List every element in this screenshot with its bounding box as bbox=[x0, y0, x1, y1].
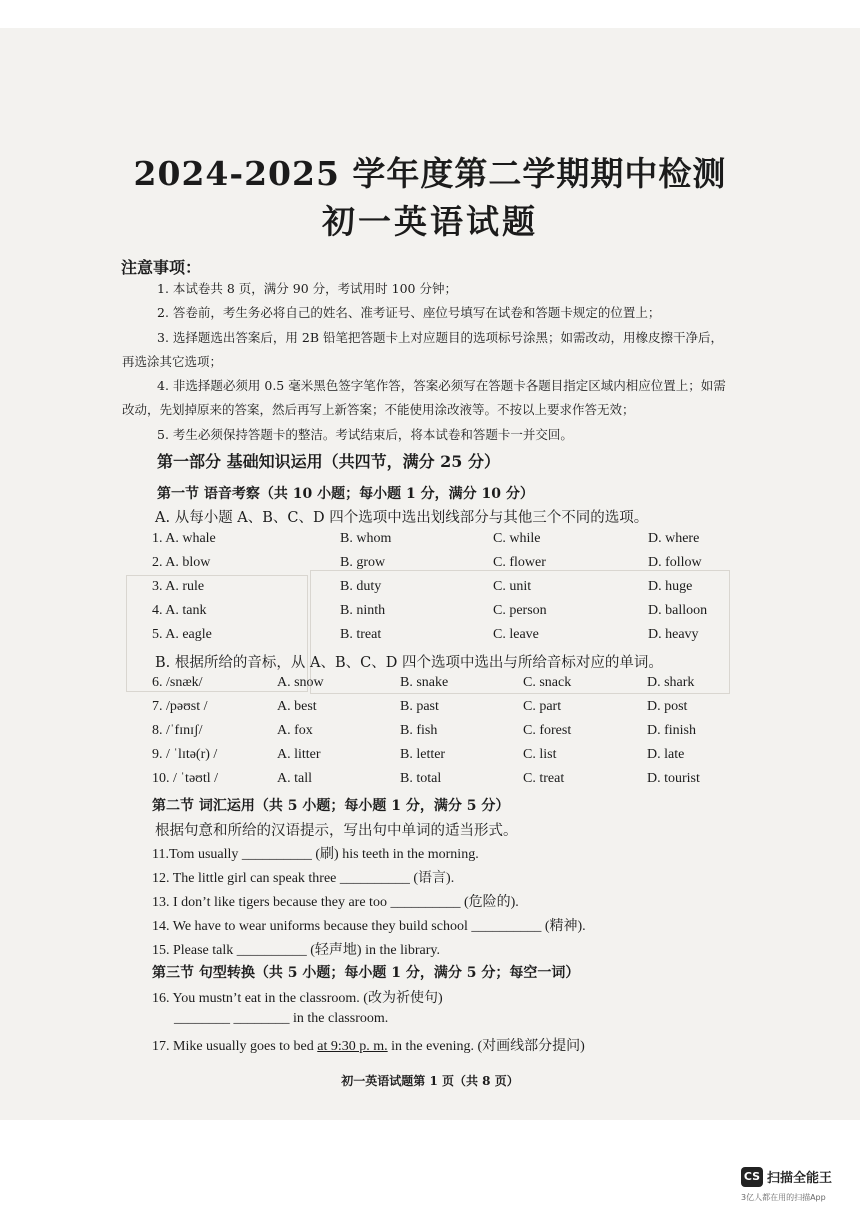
question-text: 17. Mike usually goes to bed bbox=[152, 1039, 318, 1054]
phonetic-prompt: 10. / ˈtəʊtl / bbox=[152, 771, 219, 786]
instruction: A. 从每小题 A、B、C、D 四个选项中选出划线部分与其他三个不同的选项。 bbox=[155, 510, 649, 526]
notice-item: 4. 非选择题必须用 0.5 毫米黑色签字笔作答，答案必须写在答题卡各题目指定区域内相应位置上；如需 bbox=[157, 378, 726, 393]
instruction: 根据句意和所给的汉语提示，写出句中单词的适当形式。 bbox=[155, 823, 518, 839]
option-cell: D. late bbox=[647, 747, 685, 762]
option-cell: C. part bbox=[523, 699, 562, 714]
option-cell: D. balloon bbox=[648, 603, 708, 618]
option-cell: 1. A. whale bbox=[152, 531, 216, 546]
notice-heading: 注意事项： bbox=[121, 258, 202, 277]
notice-item: 2. 答卷前，考生务必将自己的姓名、准考证号、座位号填写在试卷和答题卡规定的位置上； bbox=[157, 305, 661, 320]
option-cell: A. litter bbox=[277, 747, 321, 762]
option-cell: B. duty bbox=[340, 579, 382, 594]
option-cell: D. tourist bbox=[647, 771, 700, 786]
phonetic-prompt: 9. / ˈlɪtə(r) / bbox=[152, 747, 218, 762]
option-cell: 5. A. eagle bbox=[152, 627, 212, 642]
option-cell: D. post bbox=[647, 699, 688, 714]
option-cell: B. past bbox=[400, 699, 439, 714]
watermark-name: 扫描全能王 bbox=[767, 1171, 833, 1186]
option-cell: A. best bbox=[277, 699, 317, 714]
answer-blank: ________ ________ in the classroom. bbox=[174, 1011, 389, 1026]
section-heading: 第三节 句型转换（共 5 小题；每小题 1 分，满分 5 分；每空一词） bbox=[152, 965, 580, 981]
option-cell: C. list bbox=[523, 747, 557, 762]
phonetic-prompt: 7. /pəʊst / bbox=[152, 699, 208, 714]
option-cell: B. grow bbox=[340, 555, 386, 570]
option-cell: B. ninth bbox=[340, 603, 386, 618]
notice-item: 再选涂其它选项； bbox=[122, 354, 223, 369]
phonetic-prompt: 8. /ˈfɪnɪʃ/ bbox=[152, 723, 203, 738]
option-cell: B. treat bbox=[340, 627, 382, 642]
question: 11.Tom usually __________ (刷) his teeth in the morning. bbox=[152, 847, 479, 862]
option-cell: D. finish bbox=[647, 723, 696, 738]
option-cell: C. treat bbox=[523, 771, 565, 786]
option-cell: B. fish bbox=[400, 723, 438, 738]
option-cell: 3. A. rule bbox=[152, 579, 205, 594]
notice-item: 5. 考生必须保持答题卡的整洁。考试结束后，将本试卷和答题卡一并交回。 bbox=[157, 427, 573, 442]
question bbox=[152, 1035, 585, 1055]
option-cell: C. unit bbox=[493, 579, 532, 594]
section-heading: 第一节 语音考察（共 10 小题；每小题 1 分，满分 10 分） bbox=[157, 486, 534, 502]
option-cell: D. follow bbox=[648, 555, 702, 570]
option-cell: D. huge bbox=[648, 579, 693, 594]
option-cell: C. forest bbox=[523, 723, 572, 738]
option-cell: 2. A. blow bbox=[152, 555, 211, 570]
phonetic-prompt: 6. /snæk/ bbox=[152, 675, 203, 690]
option-cell: D. where bbox=[648, 531, 700, 546]
option-cell: D. heavy bbox=[648, 627, 699, 642]
option-cell: 4. A. tank bbox=[152, 603, 207, 618]
option-cell: B. snake bbox=[400, 675, 449, 690]
page-footer: 初一英语试题第 1 页（共 8 页） bbox=[341, 1074, 519, 1088]
option-cell: C. leave bbox=[493, 627, 539, 642]
option-cell: B. whom bbox=[340, 531, 392, 546]
option-cell: B. letter bbox=[400, 747, 446, 762]
question: 13. I don’t like tigers because they are too __________ (危险的). bbox=[152, 895, 519, 910]
question-text: in the evening. (对画线部分提问) bbox=[387, 1039, 585, 1054]
option-cell: C. while bbox=[493, 531, 541, 546]
option-cell: C. snack bbox=[523, 675, 572, 690]
option-cell: B. total bbox=[400, 771, 442, 786]
question: 14. We have to wear uniforms because they build school __________ (精神). bbox=[152, 919, 586, 934]
notice-item: 1. 本试卷共 8 页，满分 90 分，考试用时 100 分钟； bbox=[157, 281, 457, 296]
exam-title: 2024-2025 学年度第二学期期中检测 bbox=[133, 154, 727, 193]
watermark-tagline: 3亿人都在用的扫描App bbox=[741, 1193, 826, 1202]
question: 12. The little girl can speak three __________ (语言). bbox=[152, 871, 455, 886]
option-cell: A. fox bbox=[277, 723, 313, 738]
notice-item: 改动，先划掉原来的答案，然后再写上新答案；不能使用涂改液等。不按以上要求作答无效； bbox=[122, 402, 635, 417]
option-cell: A. tall bbox=[277, 771, 312, 786]
section-heading: 第二节 词汇运用（共 5 小题；每小题 1 分，满分 5 分） bbox=[152, 798, 510, 814]
question: 15. Please talk __________ (轻声地) in the library. bbox=[152, 943, 440, 958]
option-cell: A. snow bbox=[277, 675, 324, 690]
instruction: B. 根据所给的音标，从 A、B、C、D 四个选项中选出与所给音标对应的单词。 bbox=[155, 655, 663, 671]
exam-subtitle: 初一英语试题 bbox=[322, 202, 538, 241]
option-cell: C. flower bbox=[493, 555, 546, 570]
notice-item: 3. 选择题选出答案后，用 2B 铅笔把答题卡上对应题目的选项标号涂黑；如需改动，用橡皮擦干净后， bbox=[157, 330, 723, 345]
option-cell: D. shark bbox=[647, 675, 695, 690]
part-heading: 第一部分 基础知识运用（共四节，满分 25 分） bbox=[157, 452, 500, 471]
option-cell: C. person bbox=[493, 603, 547, 618]
underlined-part: at 9:30 p. m. bbox=[317, 1039, 388, 1054]
camscanner-logo-icon: CS bbox=[741, 1167, 763, 1187]
question: 16. You mustn’t eat in the classroom. (改为祈使句) bbox=[152, 991, 443, 1006]
